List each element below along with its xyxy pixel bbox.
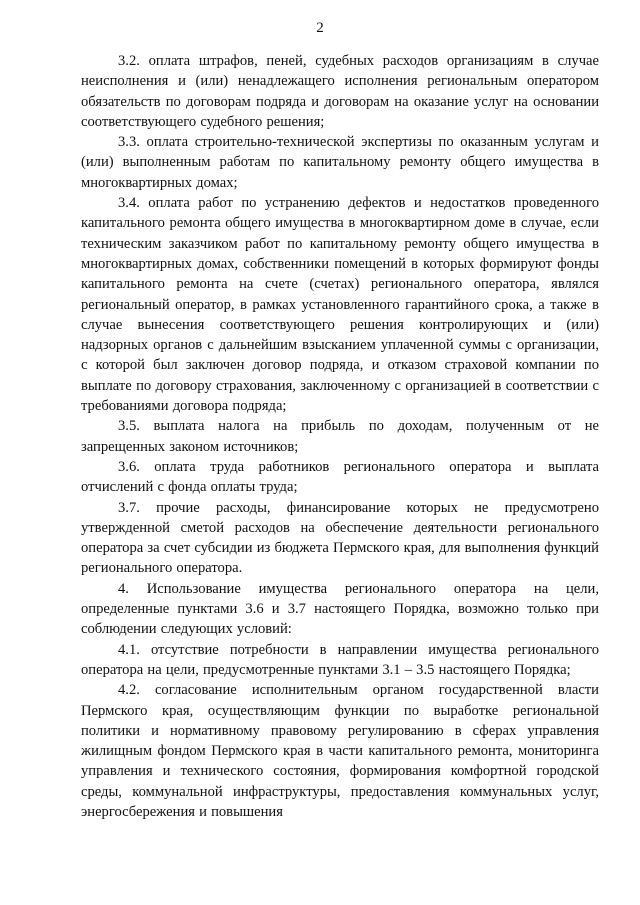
paragraph-3-4: 3.4. оплата работ по устранению дефектов и недостатков проведенного капитального ремонта общего имущества в многоквартирном доме в случае, если техническим заказчиком работ по капитальному ремонту общего имущества в многоквартирных домах, собственники помещений в которых формируют фонды капитального ремонта на счете (счетах) регионального оператора, являлся региональный оператор, в рамках установленного гарантийного срока, а также в случае вынесения соответствующего решения контролирующих и (или) надзорных органов с дальнейшим взысканием уплаченной суммы с организации, с которой был заключен договор подряда, и отказом страховой компании по выплате по договору страхования, заключенному с организацией в соответствии с требованиями договора подряда; [81, 195, 599, 415]
paragraph-4-2: 4.2. согласование исполнительным органом государственной власти Пермского края, осуществляющим функции по выработке региональной политики и нормативному правовому регулированию в сферах управления жилищным фондом Пермского края в части капитального ремонта, мониторинга управления и технического состояния, формирования комфортной городской среды, коммунальной инфраструктуры, предоставления коммунальных услуг, энергосбережения и повышения [81, 682, 599, 820]
paragraph-3-7: 3.7. прочие расходы, финансирование которых не предусмотрено утвержденной сметой расходов на обеспечение деятельности регионального оператора за счет субсидии из бюджета Пермского края, для выполнения функций регионального оператора. [81, 499, 599, 577]
paragraph-3-6: 3.6. оплата труда работников регионального оператора и выплата отчислений с фонда оплаты труда; [81, 458, 599, 496]
paragraph-3-3: 3.3. оплата строительно-технической экспертизы по оказанным услугам и (или) выполненным работам по капитальному ремонту общего имущества в многоквартирных домах; [81, 134, 599, 191]
page-number: 2 [316, 20, 324, 36]
paragraph-4: 4. Использование имущества регионального оператора на цели, определенные пунктами 3.6 и 3.7 настоящего Порядка, возможно только при соблюдении следующих условий: [81, 580, 599, 638]
paragraph-3-2: 3.2. оплата штрафов, пеней, судебных расходов организациям в случае неисполнения и (или) ненадлежащего исполнения региональным оператором обязательств по договорам подряда и договорам на оказание услуг на основании соответствующего судебного решения; [81, 53, 599, 130]
paragraph-3-5: 3.5. выплата налога на прибыль по доходам, полученным от не запрещенных законом источников; [81, 418, 599, 455]
document-body [81, 51, 599, 822]
paragraph-4-1: 4.1. отсутствие потребности в направлении имущества регионального оператора на цели, предусмотренные пунктами 3.1 – 3.5 настоящего Порядка; [81, 641, 599, 678]
